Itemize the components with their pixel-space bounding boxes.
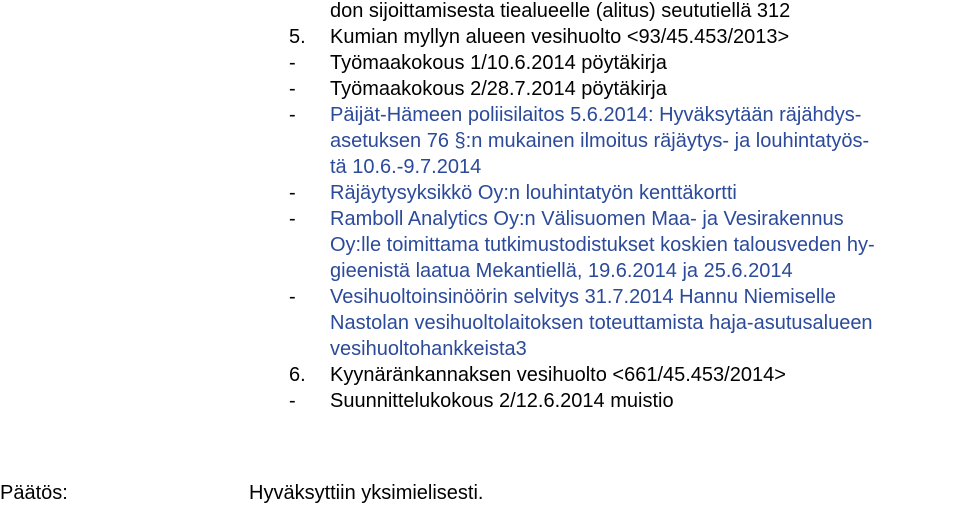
line-text: Räjäytysyksikkö Oy:n louhintatyön kenttäkortti xyxy=(330,182,737,204)
line-text: Työmaakokous 2/28.7.2014 pöytäkirja xyxy=(330,78,667,100)
line-text: Suunnittelukokous 2/12.6.2014 muistio xyxy=(330,390,674,412)
line-text: Vesihuoltoinsinöörin selvitys 31.7.2014 Hannu Niemiselle xyxy=(330,286,836,308)
line-marker: - xyxy=(289,52,296,74)
line-text: vesihuoltohankkeista3 xyxy=(330,338,527,360)
line-marker: - xyxy=(289,78,296,100)
line-marker: 6. xyxy=(289,364,306,386)
line-text: tä 10.6.-9.7.2014 xyxy=(330,156,482,178)
line-text: gieenistä laatua Mekantiellä, 19.6.2014 ja 25.6.2014 xyxy=(330,260,793,282)
line-text: Kyynäränkannaksen vesihuolto <661/45.453/2014> xyxy=(330,364,786,386)
line-marker: - xyxy=(289,286,296,308)
line-text: Ramboll Analytics Oy:n Välisuomen Maa- ja Vesirakennus xyxy=(330,208,844,230)
line-text: Työmaakokous 1/10.6.2014 pöytäkirja xyxy=(330,52,667,74)
line-text: asetuksen 76 §:n mukainen ilmoitus räjäytys- ja louhintatyös- xyxy=(330,130,870,152)
line-marker: 5. xyxy=(289,26,306,48)
decision-value: Hyväksyttiin yksimielisesti. xyxy=(249,482,484,504)
line-text: Nastolan vesihuoltolaitoksen toteuttamista haja-asutusalueen xyxy=(330,312,873,334)
line-text: don sijoittamisesta tiealueelle (alitus) seututiellä 312 xyxy=(330,0,791,22)
line-marker: - xyxy=(289,182,296,204)
line-text: Päijät-Hämeen poliisilaitos 5.6.2014: Hyväksytään räjähdys- xyxy=(330,104,862,126)
line-marker: - xyxy=(289,390,296,412)
line-text: Oy:lle toimittama tutkimustodistukset koskien talousveden hy- xyxy=(330,234,875,256)
decision-label: Päätös: xyxy=(0,482,68,504)
line-marker: - xyxy=(289,208,296,230)
line-text: Kumian myllyn alueen vesihuolto <93/45.453/2013> xyxy=(330,26,790,48)
line-marker: - xyxy=(289,104,296,126)
